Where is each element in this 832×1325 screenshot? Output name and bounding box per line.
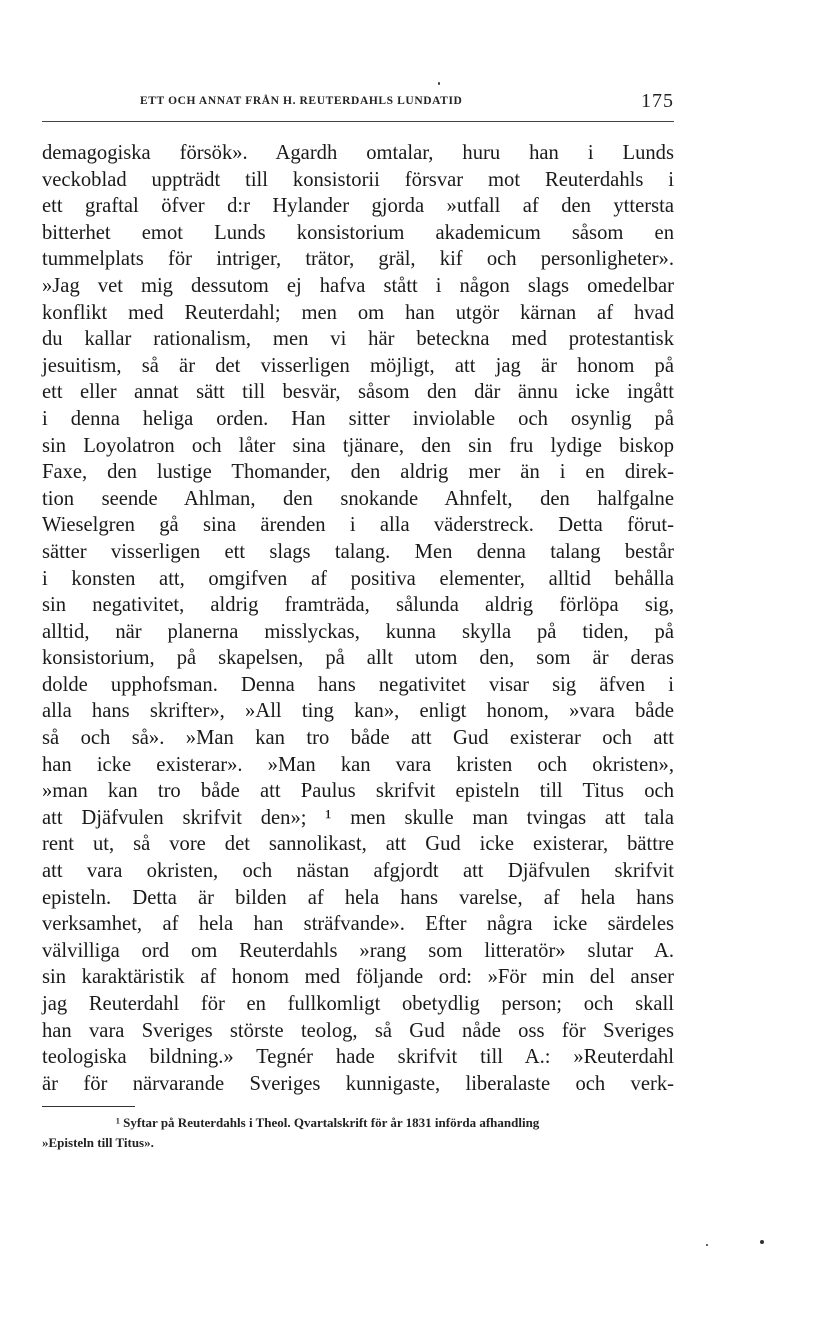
- text-line: episteln. Detta är bilden af hela hans varelse, af hela hans: [42, 886, 674, 909]
- text-line: veckoblad uppträdt till konsistorii försvar mot Reuterdahls i: [42, 168, 674, 191]
- text-line: ett graftal öfver d:r Hylander gjorda »utfall af den yttersta: [42, 195, 674, 218]
- page-header: [42, 90, 674, 116]
- speck-mark: [706, 1244, 708, 1246]
- page-number: 175: [641, 90, 674, 112]
- text-line: rent ut, så vore det sannolikast, att Gud icke existerar, bättre: [42, 833, 674, 856]
- text-line: bitterhet emot Lunds konsistorium akademicum såsom en: [42, 221, 674, 244]
- text-line: sin karaktäristik af honom med följande ord: »För min del anser: [42, 966, 674, 989]
- text-line: jesuitism, så är det visserligen möjligt, att jag är honom på: [42, 354, 674, 377]
- text-line: konsistorium, på skapelsen, på allt utom den, som är deras: [42, 647, 674, 670]
- text-line: välvilliga ord om Reuterdahls »rang som litteratör» slutar A.: [42, 939, 674, 962]
- footnote-line: »Episteln till Titus».: [42, 1135, 154, 1150]
- text-line: är för närvarande Sveriges kunnigaste, liberalaste och verk-: [42, 1072, 674, 1095]
- text-line: han icke existerar». »Man kan vara kristen och okristen»,: [42, 753, 674, 776]
- text-line: verksamhet, af hela han sträfvande». Efter några icke särdeles: [42, 913, 674, 936]
- text-line: »Jag vet mig dessutom ej hafva stått i någon slags omedelbar: [42, 274, 674, 297]
- text-line: alla hans skrifter», »All ting kan», enligt honom, »vara både: [42, 700, 674, 723]
- text-line: jag Reuterdahl för en fullkomligt obetydlig person; och skall: [42, 993, 674, 1015]
- text-line: att Djäfvulen skrifvit den»; ¹ men skulle man tvingas att tala: [42, 806, 674, 829]
- text-line: tummelplats för intriger, trätor, gräl, kif och personligheter».: [42, 248, 674, 271]
- footnote-rule: [42, 1106, 135, 1107]
- text-line: dolde upphofsman. Denna hans negativitet visar sig äfven i: [42, 673, 674, 696]
- text-line: han vara Sveriges störste teolog, så Gud nåde oss för Sveriges: [42, 1019, 674, 1042]
- speck-mark: [438, 82, 440, 85]
- text-line: alltid, när planerna misslyckas, kunna skylla på tiden, på: [42, 620, 674, 643]
- text-line: att vara okristen, och nästan afgjordt att Djäfvulen skrifvit: [42, 860, 674, 883]
- text-line: tion seende Ahlman, den snokande Ahnfelt, den halfgalne: [42, 487, 674, 510]
- text-line: sätter visserligen ett slags talang. Men denna talang består: [42, 540, 674, 563]
- header-rule: [42, 121, 674, 122]
- body-text: [42, 140, 674, 1097]
- text-line: du kallar rationalism, men vi här beteckna med protestantisk: [42, 328, 674, 351]
- text-line: i konsten att, omgifven af positiva elementer, alltid behålla: [42, 567, 674, 590]
- text-line: »man kan tro både att Paulus skrifvit episteln till Titus och: [42, 780, 674, 803]
- text-line: så och så». »Man kan tro både att Gud existerar och att: [42, 727, 674, 750]
- footnotes: [42, 1113, 674, 1153]
- text-line: teologiska bildning.» Tegnér hade skrifvit till A.: »Reuterdahl: [42, 1046, 674, 1069]
- text-line: sin negativitet, aldrig framträda, sålunda aldrig förlöpa sig,: [42, 594, 674, 617]
- running-head: ETT OCH ANNAT FRÅN H. REUTERDAHLS LUNDATID: [140, 95, 463, 107]
- footnote-line: ¹ Syftar på Reuterdahls i Theol. Qvartalskrift för år 1831 införda afhandling: [116, 1115, 540, 1130]
- text-line: konflikt med Reuterdahl; men om han utgör kärnan af hvad: [42, 301, 674, 324]
- text-line: ett eller annat sätt till besvär, såsom den där ännu icke ingått: [42, 381, 674, 404]
- text-line: demagogiska försök». Agardh omtalar, huru han i Lunds: [42, 142, 674, 164]
- text-line: Wieselgren gå sina ärenden i alla väderstreck. Detta förut-: [42, 514, 674, 537]
- text-line: i denna heliga orden. Han sitter inviolable och osynlig på: [42, 407, 674, 430]
- speck-mark: [760, 1240, 764, 1244]
- text-line: sin Loyolatron och låter sina tjänare, den sin fru lydige biskop: [42, 434, 674, 457]
- text-line: Faxe, den lustige Thomander, den aldrig mer än i en direk-: [42, 461, 674, 484]
